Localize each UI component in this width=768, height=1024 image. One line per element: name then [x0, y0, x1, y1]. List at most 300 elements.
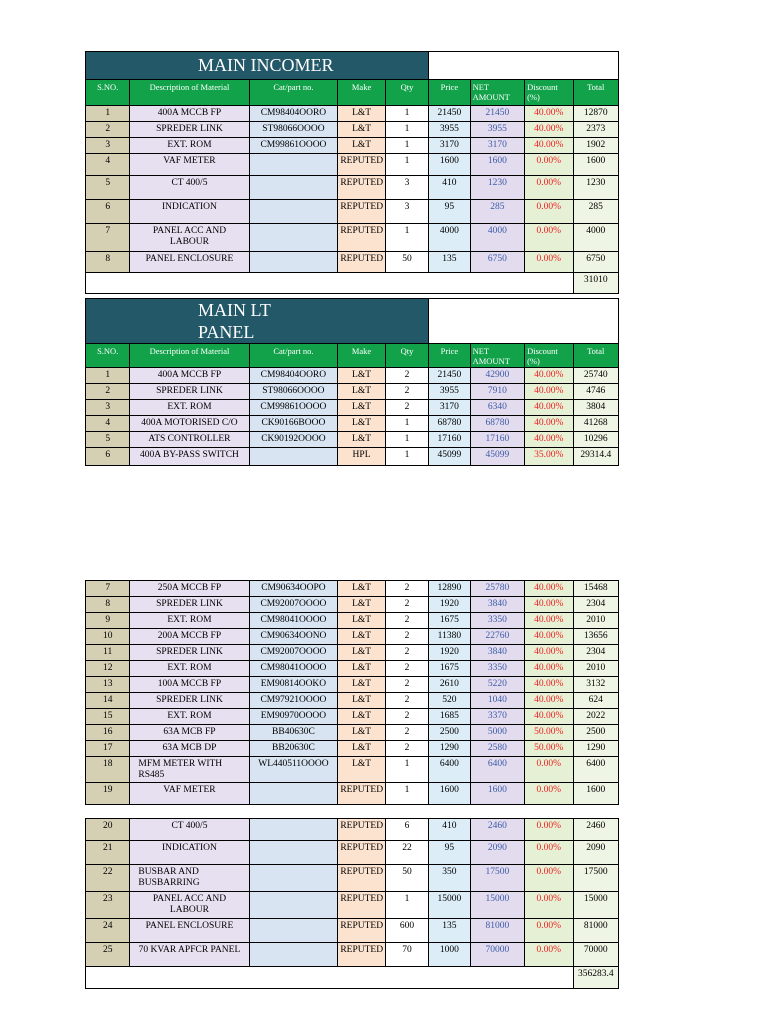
net-amount-cell: 7910	[470, 384, 525, 400]
net-amount-cell: 285	[470, 200, 525, 224]
description-cell: EXT. ROM	[130, 138, 249, 154]
price-cell: 1920	[429, 597, 470, 613]
header-total: Total	[573, 80, 618, 106]
table-row	[86, 200, 619, 224]
price-cell: 1675	[429, 661, 470, 677]
table-row	[86, 865, 619, 892]
price-cell: 1600	[429, 783, 470, 805]
cat-part-cell	[249, 154, 338, 176]
description-cell: SPREDER LINK	[130, 645, 249, 661]
cat-part-cell: EM90814OOKO	[249, 677, 338, 693]
cat-part-cell: CM98041OOOO	[249, 661, 338, 677]
total-cell: 29314.4	[573, 448, 618, 466]
make-cell: L&T	[338, 757, 385, 783]
make-cell: L&T	[338, 106, 385, 122]
total-cell: 41268	[573, 416, 618, 432]
cat-part-cell	[249, 943, 338, 967]
table-row	[86, 892, 619, 919]
qty-cell: 1	[385, 154, 428, 176]
price-cell: 3955	[429, 122, 470, 138]
header-sno: S.NO.	[86, 80, 130, 106]
discount-cell: 0.00%	[525, 841, 573, 865]
cat-part-cell: CM97921OOOO	[249, 693, 338, 709]
price-cell: 1685	[429, 709, 470, 725]
header-discount: Discount (%)	[525, 80, 573, 106]
cat-part-cell	[249, 841, 338, 865]
table-row	[86, 943, 619, 967]
sno-cell: 11	[86, 645, 130, 661]
table-row	[86, 106, 619, 122]
total-cell: 2010	[573, 613, 618, 629]
make-cell: REPUTED	[338, 200, 385, 224]
discount-cell: 0.00%	[525, 892, 573, 919]
net-amount-cell: 3170	[470, 138, 525, 154]
make-cell: L&T	[338, 677, 385, 693]
continuation-table-b	[85, 818, 619, 989]
net-amount-cell: 1600	[470, 783, 525, 805]
qty-cell: 2	[385, 725, 428, 741]
total-cell: 2304	[573, 645, 618, 661]
discount-cell: 40.00%	[525, 581, 573, 597]
description-cell: CT 400/5	[130, 819, 249, 841]
sno-cell: 18	[86, 757, 130, 783]
qty-cell: 22	[385, 841, 428, 865]
qty-cell: 1	[385, 783, 428, 805]
sno-cell: 24	[86, 919, 130, 943]
total-cell: 2500	[573, 725, 618, 741]
cat-part-cell: CM90634OOPO	[249, 581, 338, 597]
qty-cell: 1	[385, 892, 428, 919]
grand-total-spacer	[86, 967, 574, 989]
main-incomer-table	[85, 51, 619, 294]
price-cell: 1290	[429, 741, 470, 757]
discount-cell: 0.00%	[525, 919, 573, 943]
price-cell: 1000	[429, 943, 470, 967]
sno-cell: 15	[86, 709, 130, 725]
net-amount-cell: 3955	[470, 122, 525, 138]
discount-cell: 40.00%	[525, 400, 573, 416]
description-cell: PANEL ENCLOSURE	[130, 252, 249, 273]
discount-cell: 40.00%	[525, 384, 573, 400]
price-cell: 15000	[429, 892, 470, 919]
price-cell: 17160	[429, 432, 470, 448]
description-cell: SPREDER LINK	[130, 122, 249, 138]
make-cell: L&T	[338, 122, 385, 138]
total-cell: 25740	[573, 368, 618, 384]
cat-part-cell: ST98066OOOO	[249, 384, 338, 400]
description-cell: EXT. ROM	[130, 661, 249, 677]
discount-cell: 40.00%	[525, 106, 573, 122]
header-row	[86, 80, 619, 106]
sno-cell: 1	[86, 368, 130, 384]
discount-cell: 0.00%	[525, 757, 573, 783]
price-cell: 1600	[429, 154, 470, 176]
header-description: Description of Material	[130, 344, 249, 368]
make-cell: L&T	[338, 597, 385, 613]
table-row	[86, 252, 619, 273]
sno-cell: 22	[86, 865, 130, 892]
qty-cell: 1	[385, 432, 428, 448]
net-amount-cell: 4000	[470, 224, 525, 252]
net-amount-cell: 1230	[470, 176, 525, 200]
total-cell: 15000	[573, 892, 618, 919]
qty-cell: 2	[385, 384, 428, 400]
sno-cell: 4	[86, 416, 130, 432]
price-cell: 410	[429, 819, 470, 841]
description-cell: ATS CONTROLLER	[130, 432, 249, 448]
sno-cell: 5	[86, 432, 130, 448]
sno-cell: 19	[86, 783, 130, 805]
make-cell: L&T	[338, 400, 385, 416]
price-cell: 410	[429, 176, 470, 200]
make-cell: REPUTED	[338, 919, 385, 943]
make-cell: L&T	[338, 629, 385, 645]
description-cell: 70 KVAR APFCR PANEL	[130, 943, 249, 967]
make-cell: REPUTED	[338, 865, 385, 892]
total-cell: 1230	[573, 176, 618, 200]
description-cell: MFM METER WITH RS485	[130, 757, 249, 783]
total-cell: 624	[573, 693, 618, 709]
description-cell: BUSBAR AND BUSBARRING	[130, 865, 249, 892]
discount-cell: 50.00%	[525, 741, 573, 757]
table-row	[86, 677, 619, 693]
price-cell: 11380	[429, 629, 470, 645]
description-cell: 250A MCCB FP	[130, 581, 249, 597]
description-cell: VAF METER	[130, 154, 249, 176]
discount-cell: 40.00%	[525, 138, 573, 154]
net-amount-cell: 81000	[470, 919, 525, 943]
net-amount-cell: 3370	[470, 709, 525, 725]
cat-part-cell	[249, 176, 338, 200]
description-cell: EXT. ROM	[130, 400, 249, 416]
total-cell: 285	[573, 200, 618, 224]
discount-cell: 40.00%	[525, 416, 573, 432]
sno-cell: 8	[86, 597, 130, 613]
qty-cell: 50	[385, 865, 428, 892]
qty-cell: 2	[385, 709, 428, 725]
net-amount-cell: 2460	[470, 819, 525, 841]
qty-cell: 2	[385, 368, 428, 384]
cat-part-cell: CM98041OOOO	[249, 613, 338, 629]
total-cell: 81000	[573, 919, 618, 943]
make-cell: L&T	[338, 709, 385, 725]
header-sno: S.NO.	[86, 344, 130, 368]
cat-part-cell	[249, 865, 338, 892]
make-cell: L&T	[338, 432, 385, 448]
total-cell: 70000	[573, 943, 618, 967]
main-incomer-section	[85, 51, 619, 294]
table-row	[86, 693, 619, 709]
continuation-section-a	[85, 580, 619, 805]
table-row	[86, 919, 619, 943]
discount-cell: 40.00%	[525, 597, 573, 613]
total-cell: 6400	[573, 757, 618, 783]
price-cell: 45099	[429, 448, 470, 466]
net-amount-cell: 17160	[470, 432, 525, 448]
net-amount-cell: 1600	[470, 154, 525, 176]
qty-cell: 2	[385, 629, 428, 645]
discount-cell: 0.00%	[525, 865, 573, 892]
total-cell: 17500	[573, 865, 618, 892]
sno-cell: 7	[86, 224, 130, 252]
total-cell: 4746	[573, 384, 618, 400]
make-cell: L&T	[338, 138, 385, 154]
net-amount-cell: 3840	[470, 597, 525, 613]
main-lt-panel-table	[85, 298, 619, 466]
cat-part-cell: WL440511OOOO	[249, 757, 338, 783]
price-cell: 68780	[429, 416, 470, 432]
discount-cell: 40.00%	[525, 613, 573, 629]
main-lt-panel-section	[85, 298, 619, 466]
price-cell: 3170	[429, 138, 470, 154]
cat-part-cell	[249, 783, 338, 805]
header-total: Total	[573, 344, 618, 368]
qty-cell: 1	[385, 416, 428, 432]
continuation-section-b	[85, 818, 619, 989]
net-amount-cell: 21450	[470, 106, 525, 122]
sno-cell: 7	[86, 581, 130, 597]
qty-cell: 3	[385, 200, 428, 224]
section-title	[86, 299, 429, 344]
price-cell: 21450	[429, 368, 470, 384]
table-row	[86, 154, 619, 176]
discount-cell: 40.00%	[525, 629, 573, 645]
sno-cell: 6	[86, 448, 130, 466]
make-cell: L&T	[338, 725, 385, 741]
continuation-table-a	[85, 580, 619, 805]
table-row	[86, 783, 619, 805]
qty-cell: 1	[385, 757, 428, 783]
cat-part-cell	[249, 892, 338, 919]
header-net-amount: NET AMOUNT	[470, 80, 525, 106]
total-cell: 3804	[573, 400, 618, 416]
discount-cell: 0.00%	[525, 783, 573, 805]
section-title: MAIN INCOMER	[86, 52, 429, 80]
net-amount-cell: 3840	[470, 645, 525, 661]
cat-part-cell	[249, 819, 338, 841]
discount-cell: 40.00%	[525, 709, 573, 725]
qty-cell: 2	[385, 645, 428, 661]
sno-cell: 20	[86, 819, 130, 841]
header-net-amount: NET AMOUNT	[470, 344, 525, 368]
net-amount-cell: 6340	[470, 400, 525, 416]
price-cell: 350	[429, 865, 470, 892]
price-cell: 4000	[429, 224, 470, 252]
make-cell: REPUTED	[338, 252, 385, 273]
price-cell: 2610	[429, 677, 470, 693]
total-cell: 3132	[573, 677, 618, 693]
price-cell: 1675	[429, 613, 470, 629]
qty-cell: 2	[385, 597, 428, 613]
make-cell: L&T	[338, 368, 385, 384]
price-cell: 2500	[429, 725, 470, 741]
header-discount: Discount (%)	[525, 344, 573, 368]
make-cell: REPUTED	[338, 224, 385, 252]
description-cell: PANEL ACC AND LABOUR	[130, 892, 249, 919]
total-cell: 1600	[573, 783, 618, 805]
make-cell: L&T	[338, 693, 385, 709]
sno-cell: 9	[86, 613, 130, 629]
make-cell: L&T	[338, 645, 385, 661]
net-amount-cell: 6400	[470, 757, 525, 783]
cat-part-cell	[249, 200, 338, 224]
make-cell: L&T	[338, 741, 385, 757]
table-row	[86, 400, 619, 416]
description-cell: INDICATION	[130, 841, 249, 865]
discount-cell: 40.00%	[525, 693, 573, 709]
total-cell: 2460	[573, 819, 618, 841]
make-cell: REPUTED	[338, 176, 385, 200]
net-amount-cell: 1040	[470, 693, 525, 709]
grand-total: 356283.4	[573, 967, 618, 989]
description-cell: SPREDER LINK	[130, 693, 249, 709]
cat-part-cell	[249, 919, 338, 943]
qty-cell: 2	[385, 661, 428, 677]
cat-part-cell: BB20630C	[249, 741, 338, 757]
make-cell: L&T	[338, 661, 385, 677]
price-cell: 95	[429, 841, 470, 865]
sno-cell: 17	[86, 741, 130, 757]
description-cell: 400A MOTORISED C/O	[130, 416, 249, 432]
discount-cell: 40.00%	[525, 122, 573, 138]
cat-part-cell: CM99861OOOO	[249, 400, 338, 416]
total-cell: 13656	[573, 629, 618, 645]
subtotal-spacer	[86, 273, 574, 294]
title-blank-cell	[429, 299, 619, 344]
sno-cell: 3	[86, 400, 130, 416]
header-make: Make	[338, 80, 385, 106]
section-title-line2: PANEL	[198, 322, 255, 342]
discount-cell: 50.00%	[525, 725, 573, 741]
total-cell: 1902	[573, 138, 618, 154]
sno-cell: 16	[86, 725, 130, 741]
total-cell: 2304	[573, 597, 618, 613]
cat-part-cell: CM99861OOOO	[249, 138, 338, 154]
sno-cell: 8	[86, 252, 130, 273]
table-row	[86, 176, 619, 200]
net-amount-cell: 2090	[470, 841, 525, 865]
cat-part-cell: EM90970OOOO	[249, 709, 338, 725]
net-amount-cell: 45099	[470, 448, 525, 466]
make-cell: REPUTED	[338, 943, 385, 967]
discount-cell: 0.00%	[525, 252, 573, 273]
make-cell: REPUTED	[338, 783, 385, 805]
sno-cell: 6	[86, 200, 130, 224]
total-cell: 4000	[573, 224, 618, 252]
cat-part-cell: CM98404OORO	[249, 368, 338, 384]
net-amount-cell: 2580	[470, 741, 525, 757]
sno-cell: 25	[86, 943, 130, 967]
cat-part-cell: CM90634OONO	[249, 629, 338, 645]
cat-part-cell	[249, 224, 338, 252]
table-row	[86, 368, 619, 384]
discount-cell: 0.00%	[525, 200, 573, 224]
cat-part-cell	[249, 252, 338, 273]
sno-cell: 13	[86, 677, 130, 693]
sno-cell: 3	[86, 138, 130, 154]
section-title-line1: MAIN LT	[198, 300, 271, 320]
description-cell: 400A MCCB FP	[130, 106, 249, 122]
total-cell: 2022	[573, 709, 618, 725]
sno-cell: 2	[86, 384, 130, 400]
qty-cell: 1	[385, 138, 428, 154]
discount-cell: 40.00%	[525, 661, 573, 677]
table-row	[86, 448, 619, 466]
cat-part-cell: CM92007OOOO	[249, 645, 338, 661]
sno-cell: 23	[86, 892, 130, 919]
qty-cell: 2	[385, 741, 428, 757]
qty-cell: 2	[385, 693, 428, 709]
cat-part-cell: CM92007OOOO	[249, 597, 338, 613]
sno-cell: 12	[86, 661, 130, 677]
discount-cell: 40.00%	[525, 677, 573, 693]
qty-cell: 50	[385, 252, 428, 273]
description-cell: PANEL ACC AND LABOUR	[130, 224, 249, 252]
description-cell: 63A MCB DP	[130, 741, 249, 757]
table-row	[86, 597, 619, 613]
net-amount-cell: 3350	[470, 613, 525, 629]
qty-cell: 2	[385, 581, 428, 597]
header-qty: Qty	[385, 344, 428, 368]
make-cell: REPUTED	[338, 154, 385, 176]
table-row	[86, 138, 619, 154]
table-row	[86, 122, 619, 138]
net-amount-cell: 5220	[470, 677, 525, 693]
header-make: Make	[338, 344, 385, 368]
cat-part-cell: BB40630C	[249, 725, 338, 741]
qty-cell: 2	[385, 613, 428, 629]
description-cell: CT 400/5	[130, 176, 249, 200]
table-row	[86, 645, 619, 661]
net-amount-cell: 5000	[470, 725, 525, 741]
qty-cell: 6	[385, 819, 428, 841]
qty-cell: 1	[385, 106, 428, 122]
header-qty: Qty	[385, 80, 428, 106]
qty-cell: 600	[385, 919, 428, 943]
cat-part-cell: CM98404OORO	[249, 106, 338, 122]
discount-cell: 40.00%	[525, 432, 573, 448]
description-cell: EXT. ROM	[130, 613, 249, 629]
net-amount-cell: 25780	[470, 581, 525, 597]
total-cell: 6750	[573, 252, 618, 273]
cat-part-cell: ST98066OOOO	[249, 122, 338, 138]
net-amount-cell: 3350	[470, 661, 525, 677]
price-cell: 135	[429, 919, 470, 943]
discount-cell: 0.00%	[525, 224, 573, 252]
description-cell: SPREDER LINK	[130, 384, 249, 400]
total-cell: 15468	[573, 581, 618, 597]
table-row	[86, 384, 619, 400]
qty-cell: 1	[385, 224, 428, 252]
net-amount-cell: 70000	[470, 943, 525, 967]
price-cell: 520	[429, 693, 470, 709]
total-cell: 1290	[573, 741, 618, 757]
description-cell: 400A MCCB FP	[130, 368, 249, 384]
make-cell: L&T	[338, 613, 385, 629]
make-cell: L&T	[338, 416, 385, 432]
sno-cell: 5	[86, 176, 130, 200]
total-cell: 12870	[573, 106, 618, 122]
total-cell: 1600	[573, 154, 618, 176]
sno-cell: 10	[86, 629, 130, 645]
description-cell: PANEL ENCLOSURE	[130, 919, 249, 943]
qty-cell: 1	[385, 122, 428, 138]
make-cell: L&T	[338, 384, 385, 400]
discount-cell: 35.00%	[525, 448, 573, 466]
net-amount-cell: 6750	[470, 252, 525, 273]
title-blank-cell	[429, 52, 619, 80]
net-amount-cell: 68780	[470, 416, 525, 432]
